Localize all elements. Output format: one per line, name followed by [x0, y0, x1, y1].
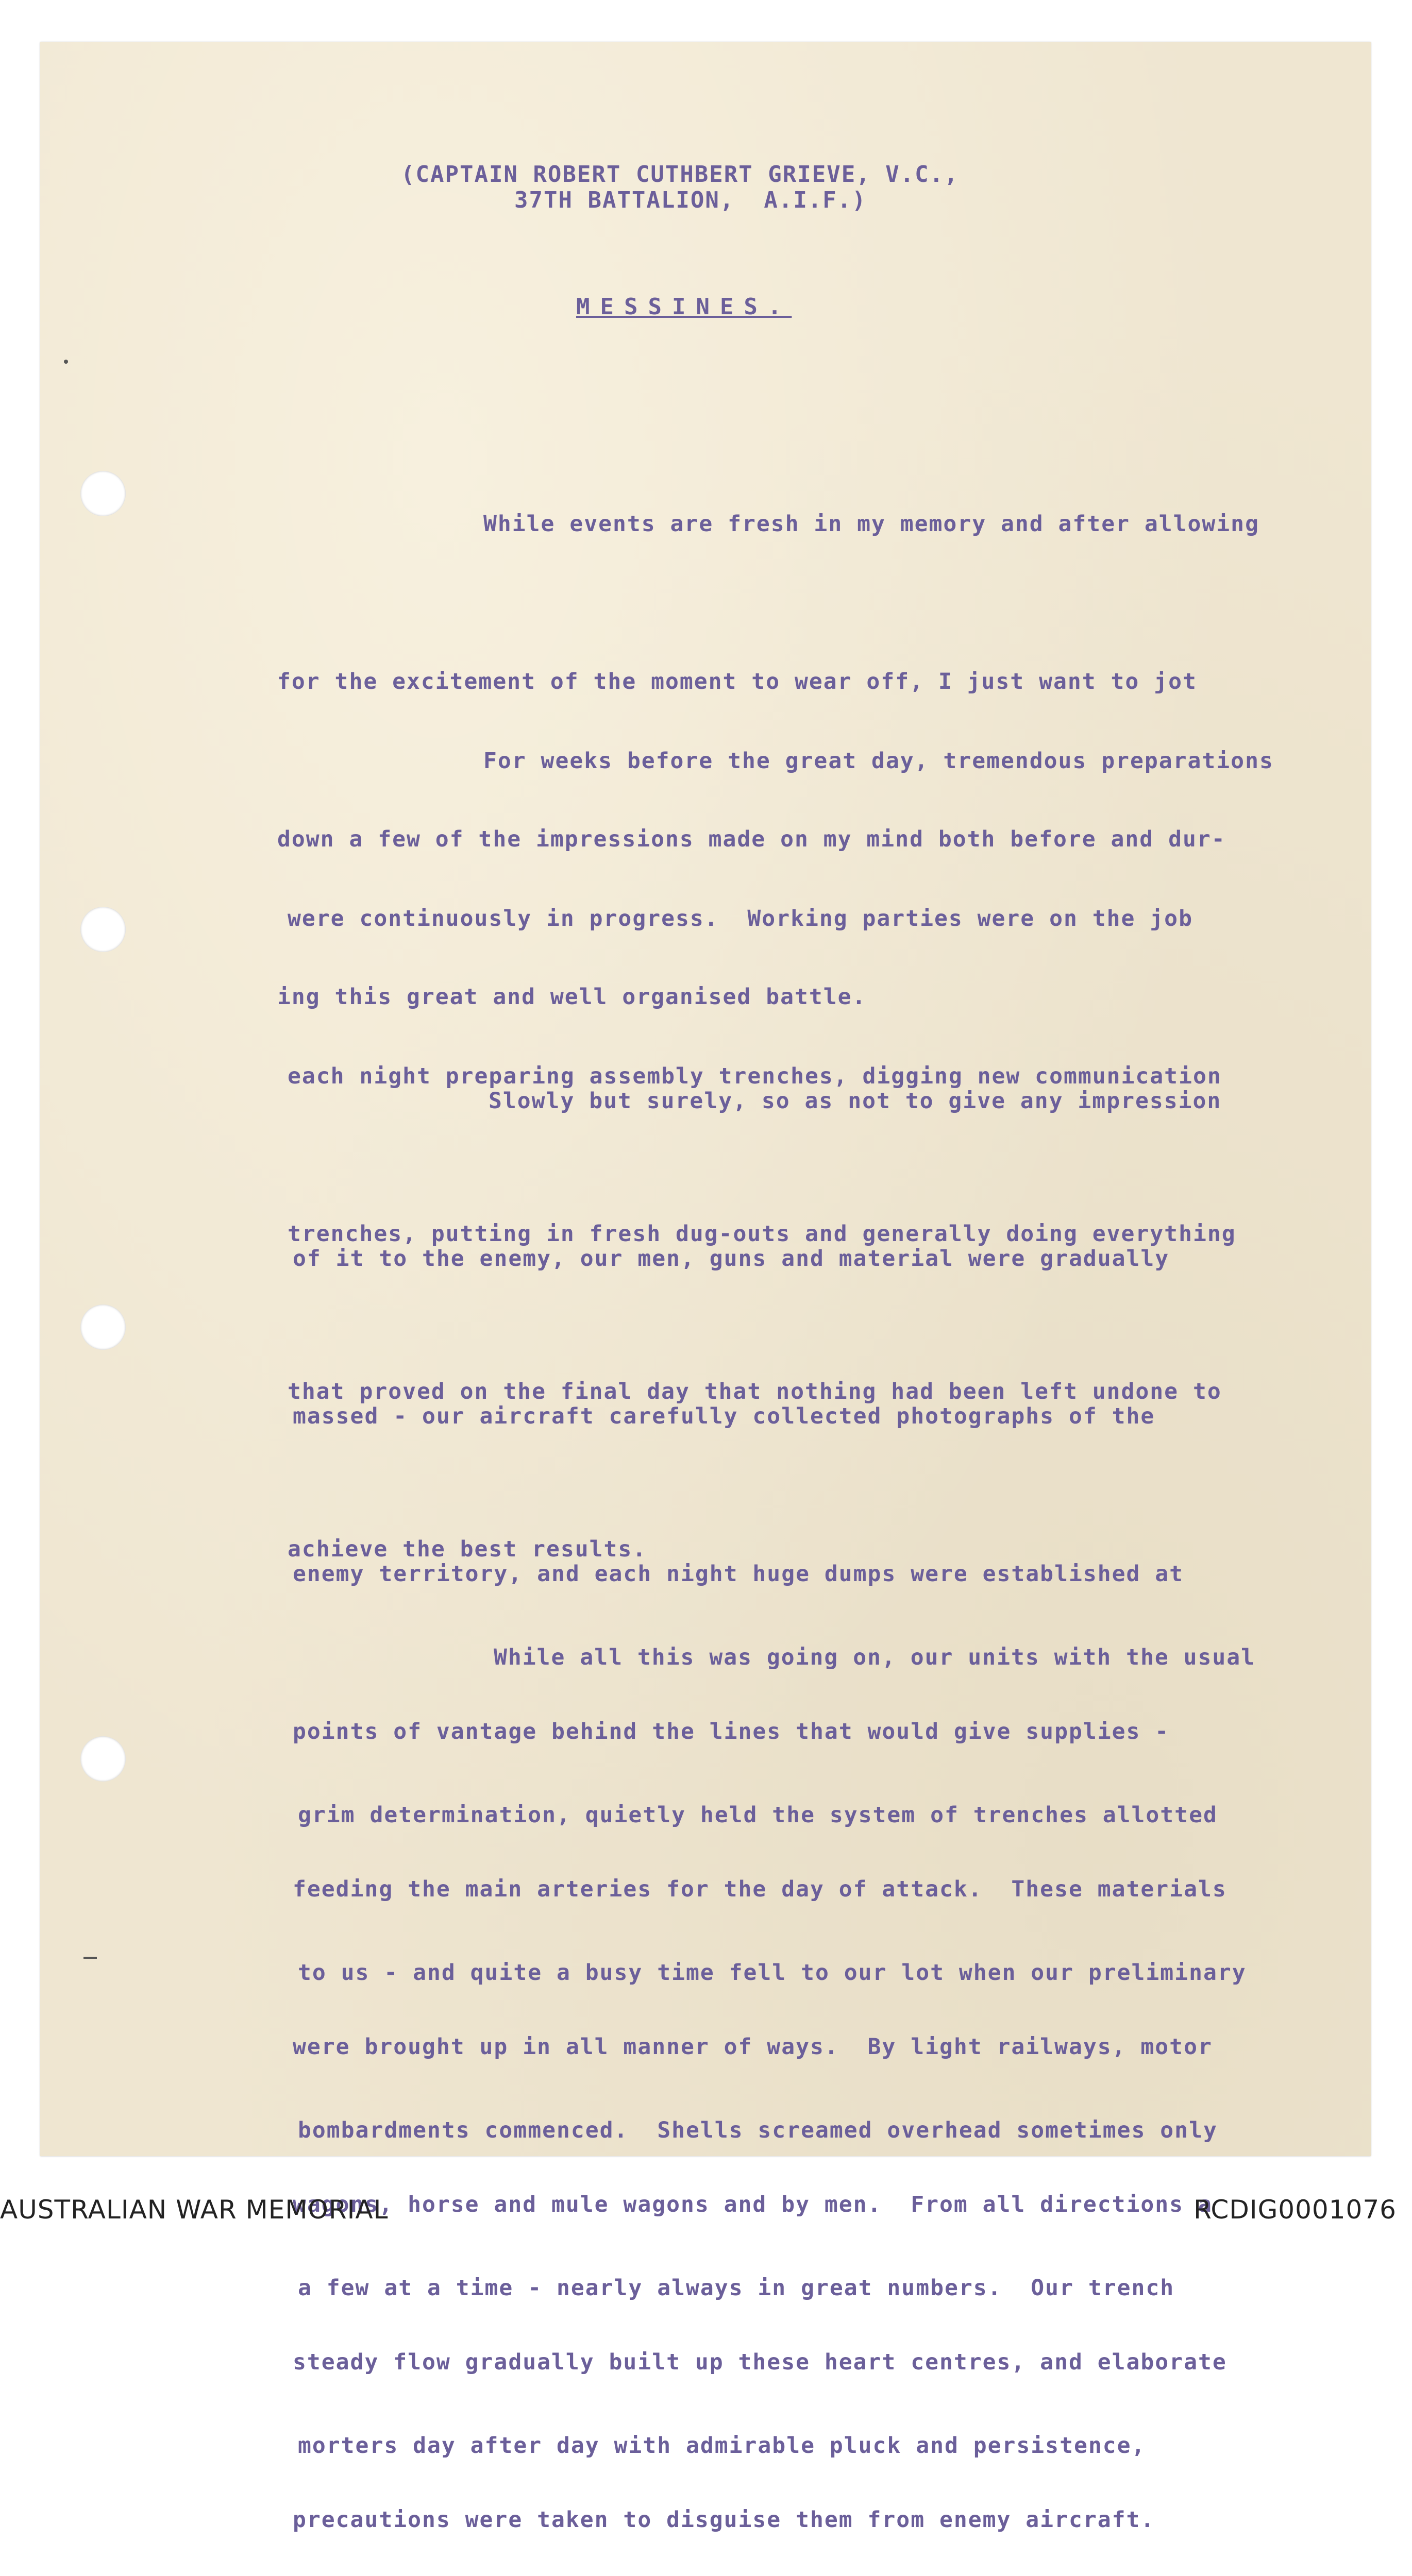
- footer-archive-name: AUSTRALIAN WAR MEMORIAL: [0, 2195, 389, 2225]
- paragraph-line: were continuously in progress. Working parties were on the job: [288, 906, 1193, 931]
- document-title: MESSINES.: [576, 294, 792, 320]
- paragraph-line: for the excitement of the moment to wear off, I just want to jot: [277, 669, 1197, 694]
- paragraph-line: bombardments commenced. Shells screamed overhead sometimes only: [298, 2117, 1218, 2143]
- paragraph-line: trenches, putting in fresh dug-outs and generally doing everything: [288, 1221, 1236, 1247]
- punch-hole-2: [80, 907, 126, 952]
- paragraph-line: that proved on the final day that nothing had been left undone to: [288, 1379, 1222, 1404]
- ink-dot-mark: [64, 360, 68, 364]
- paragraph-line: wagons, horse and mule wagons and by men. From all directions a: [293, 2192, 1213, 2217]
- paragraph-line: a few at a time - nearly always in great numbers. Our trench: [298, 2275, 1175, 2301]
- paragraph-line: points of vantage behind the lines that would give supplies -: [293, 1719, 1170, 1744]
- paragraph-line: steady flow gradually built up these heart centres, and elaborate: [293, 2349, 1227, 2375]
- paragraph-line: While events are fresh in my memory and after allowing: [483, 511, 1259, 537]
- paragraph-line: each night preparing assembly trenches, digging new communication: [288, 1063, 1222, 1089]
- paragraph-4: [298, 1526, 1255, 2576]
- paragraph-line: Slowly but surely, so as not to give any impression: [489, 1088, 1222, 1114]
- paragraph-line: precautions were taken to disguise them from enemy aircraft.: [293, 2507, 1155, 2533]
- paragraph-line: morters day after day with admirable pluck and persistence,: [298, 2433, 1146, 2459]
- header-line-2: 37TH BATTALION, A.I.F.): [514, 187, 867, 213]
- ink-dash-mark: [83, 1957, 97, 1959]
- paragraph-line: down a few of the impressions made on my mind both before and dur-: [277, 826, 1226, 852]
- paragraph-line: feeding the main arteries for the day of attack. These materials: [293, 1876, 1227, 1902]
- footer-record-id: RCDIG0001076: [1194, 2195, 1397, 2225]
- paragraph-line: For weeks before the great day, tremendous preparations: [483, 748, 1274, 774]
- paragraph-line: were brought up in all manner of ways. By light railways, motor: [293, 2034, 1213, 2060]
- punch-hole-1: [80, 471, 126, 516]
- paragraph-line: grim determination, quietly held the system of trenches allotted: [298, 1802, 1218, 1828]
- paragraph-line: enemy territory, and each night huge dumps were established at: [293, 1561, 1184, 1587]
- paragraph-line: While all this was going on, our units with the usual: [494, 1645, 1256, 1670]
- paragraph-line: massed - our aircraft carefully collected photographs of the: [293, 1403, 1155, 1429]
- paragraph-line: achieve the best results.: [288, 1536, 647, 1562]
- paragraph-line: ing this great and well organised battle.: [277, 984, 867, 1010]
- paragraph-line: of it to the enemy, our men, guns and material were gradually: [293, 1246, 1170, 1272]
- punch-hole-4: [80, 1736, 126, 1782]
- header-line-1: (CAPTAIN ROBERT CUTHBERT GRIEVE, V.C.,: [401, 161, 959, 188]
- paragraph-line: to us - and quite a busy time fell to our lot when our preliminary: [298, 1960, 1247, 1986]
- punch-hole-3: [80, 1304, 126, 1350]
